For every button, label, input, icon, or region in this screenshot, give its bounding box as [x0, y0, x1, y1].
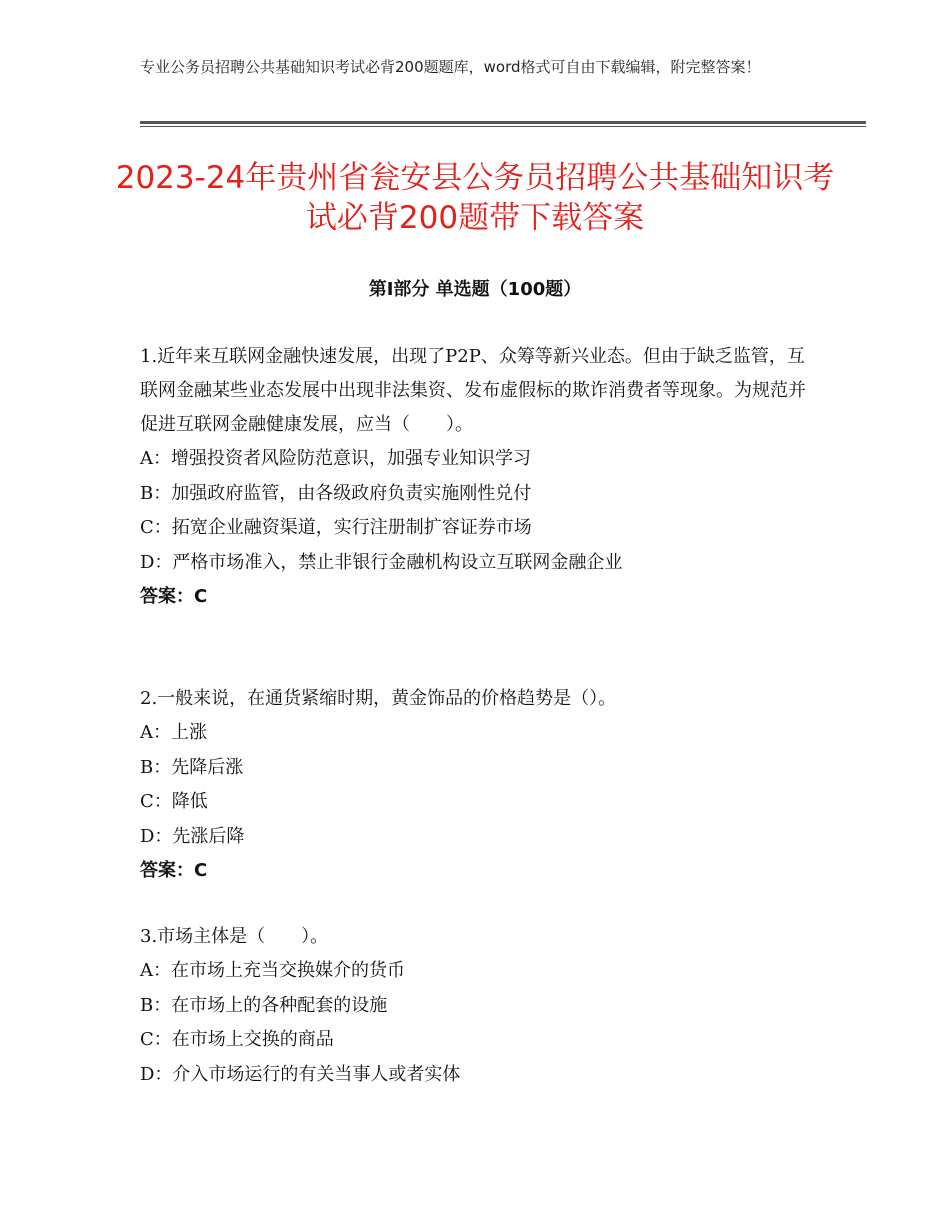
option-a: A：在市场上充当交换媒介的货币 [140, 960, 405, 981]
option-b: B：加强政府监管，由各级政府负责实施刚性兑付 [140, 482, 532, 504]
answer: 答案：C [140, 860, 208, 881]
option-a: A：增强投资者风险防范意识，加强专业知识学习 [140, 448, 531, 469]
section-heading: 第Ⅰ部分 单选题（100题） [368, 279, 582, 300]
option-c: C：降低 [140, 791, 208, 812]
question-stem: 1.近年来互联网金融快速发展，出现了P2P、众筹等新兴业态。但由于缺乏监管，互联网金融某些业态发展中出现非法集资、发布虚假标的欺诈消费者等现象。为规范并促进互联网金融健康发展，应当（ ）。 [140, 346, 806, 435]
option-a: A：上涨 [140, 722, 207, 743]
header-divider-thin [140, 126, 866, 127]
answer: 答案：C [140, 586, 208, 607]
option-d: D：严格市场准入，禁止非银行金融机构设立互联网金融企业 [140, 551, 623, 573]
option-b: B：在市场上的各种配套的设施 [140, 994, 388, 1016]
option-c: C：在市场上交换的商品 [140, 1029, 334, 1050]
document-title: 2023-24年贵州省瓮安县公务员招聘公共基础知识考试必背200题带下载答案 [115, 160, 835, 236]
question-3 [140, 920, 815, 1092]
option-b: B：先降后涨 [140, 756, 244, 778]
header-divider-thick [140, 121, 866, 124]
question-2 [140, 682, 815, 888]
option-d: D：先涨后降 [140, 825, 245, 847]
question-1 [140, 340, 815, 614]
question-stem: 2.一般来说，在通货紧缩时期，黄金饰品的价格趋势是（）。 [140, 688, 617, 709]
question-stem: 3.市场主体是（ ）。 [140, 926, 329, 947]
option-d: D：介入市场运行的有关当事人或者实体 [140, 1063, 461, 1085]
option-c: C：拓宽企业融资渠道，实行注册制扩容证券市场 [140, 517, 532, 538]
header-note: 专业公务员招聘公共基础知识考试必背200题题库，word格式可自由下载编辑，附完整答案！ [140, 58, 761, 76]
